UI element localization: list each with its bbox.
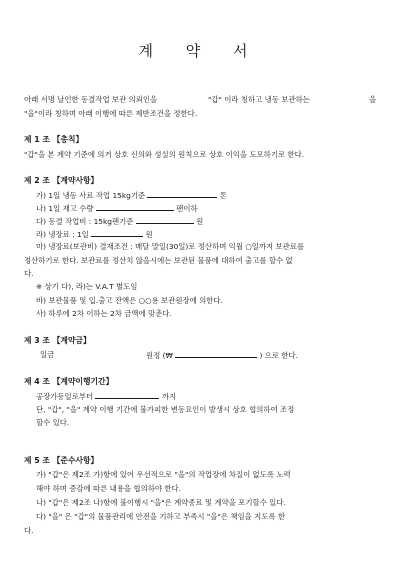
article3-amount bbox=[146, 350, 298, 360]
article2-da-suffix: 원 bbox=[196, 217, 204, 226]
article2-item-ma-line3: 다. bbox=[24, 269, 34, 278]
ga-blank-line bbox=[147, 190, 217, 198]
article4-heading: 제 4 조 【계약이행기간】 bbox=[24, 377, 114, 386]
article1-heading: 제 1 조 【총칙】 bbox=[24, 135, 84, 144]
na-blank-line bbox=[96, 203, 174, 211]
article5-ga-line1: 가) "갑"은 제2조 가)항에 있어 우선적으로 "을"의 작업장에 차질이 없도록 노력 bbox=[36, 470, 291, 479]
article3-heading: 제 3 조 【계약금】 bbox=[24, 336, 91, 345]
intro-line1-right: 을 bbox=[369, 95, 377, 104]
article2-note: ※ 상기 다), 라)는 V.A.T 별도임 bbox=[36, 282, 138, 291]
article2-ga-suffix: 톤 bbox=[219, 191, 227, 200]
article2-item-ma-line1: 마) 냉장료(보관비) 결재조건 : 매달 말일(30일)로 정산하며 익월 ○일까지 보관료를 bbox=[36, 242, 305, 251]
article2-ra-suffix: 원 bbox=[145, 230, 153, 239]
article2-da-prefix: 다) 동결 작업비 : 15kg팬기준 bbox=[36, 217, 134, 226]
article2-item-ra bbox=[36, 229, 153, 239]
article1-body: "갑"을 본 계약 기준에 의거 상호 신의와 성실의 원칙으로 상호 이익을 도모하기로 한다. bbox=[24, 150, 305, 159]
article4-line2: 단, "갑", "을" 계약 이행 기간에 불가피한 변동요인이 발생시 상호 협의하여 조정 bbox=[36, 405, 295, 414]
article2-ra-prefix: 라) 냉장료 : 1일 bbox=[36, 230, 89, 239]
article4-line3: 할수 있다. bbox=[36, 418, 70, 427]
document-title: 계 약 서 bbox=[138, 42, 262, 60]
article2-item-ba: 바) 보관물품 및 입.출고 잔액은 ○○용 보관원장에 의한다. bbox=[36, 296, 223, 305]
article5-da-line2: 다. bbox=[24, 526, 34, 535]
article5-da-line1: 다) "을" 은 "갑"의 물품관리에 안전을 기하고 부족시 "을"은 책임을 지도록 한 bbox=[36, 512, 286, 521]
article4-line1-prefix: 공장가동일로부터 bbox=[36, 392, 94, 401]
ra-blank-line bbox=[91, 229, 143, 237]
article2-ga-prefix: 가) 1일 냉동 사료 작업 15kg기준 bbox=[36, 191, 146, 200]
article2-item-da bbox=[36, 216, 203, 226]
article3-amount-prefix: 원정 (₩ bbox=[146, 351, 173, 360]
intro-line1-mid: "갑" 이라 칭하고 냉동 보관하는 bbox=[208, 95, 310, 104]
article3-amount-suffix: ) 으로 한다. bbox=[259, 351, 299, 360]
da-blank-line bbox=[136, 216, 194, 224]
period-blank-line bbox=[95, 391, 159, 399]
article3-label: 일금 bbox=[40, 350, 55, 359]
article2-item-sa: 사) 하루에 2차 이하는 2차 금액에 맞춘다. bbox=[36, 309, 172, 318]
article5-na: 나) "갑"은 제2조 나)항에 불이행시 "을"은 계약종료 및 계약을 포기할수 있다. bbox=[36, 498, 286, 507]
article4-line1-suffix: 까지 bbox=[161, 392, 177, 401]
article2-heading: 제 2 조 【계약사항】 bbox=[24, 176, 99, 185]
article5-heading: 제 5 조 【준수사항】 bbox=[24, 456, 99, 465]
intro-line2: "을"이라 칭하며 아래 이행에 따른 제반조건을 정한다. bbox=[24, 109, 198, 118]
article4-line1 bbox=[36, 391, 176, 401]
article5-ga-line2: 해야 하며 증감에 따른 내용을 협의하야 한다. bbox=[36, 484, 181, 493]
article2-item-ga bbox=[36, 190, 227, 200]
article2-item-ma-line2: 정산하기로 한다. 보관료를 정산치 않을시에는 보관된 물품에 대하여 출고를 할수 없 bbox=[24, 256, 293, 265]
article2-na-prefix: 나) 1일 재고 수량 bbox=[36, 204, 94, 213]
amount-blank-line bbox=[175, 350, 257, 358]
intro-line1-left: 아래 서명 날인한 동결작업 보관 의뢰인을 bbox=[24, 95, 158, 104]
article2-item-na bbox=[36, 203, 198, 213]
article2-na-suffix: 팬이하 bbox=[176, 204, 198, 213]
